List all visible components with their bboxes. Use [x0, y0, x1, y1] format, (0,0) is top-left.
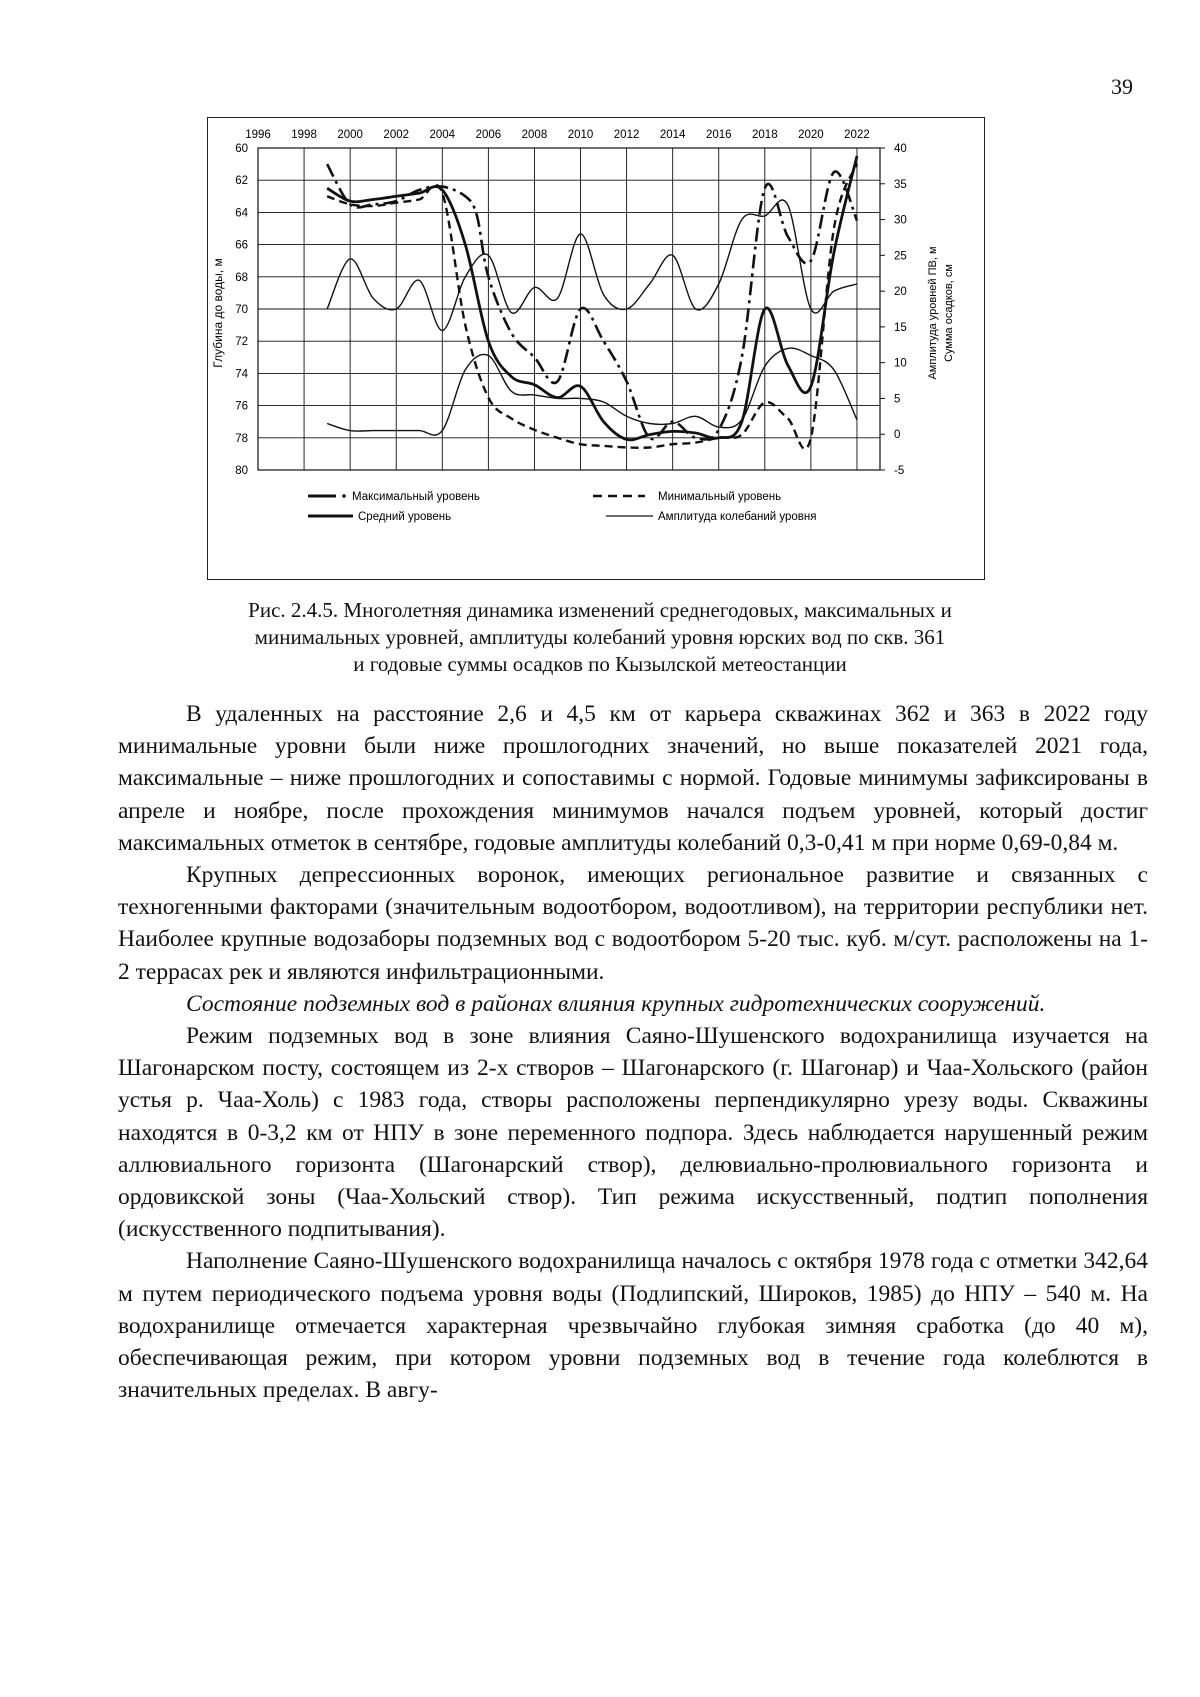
y-right-tick-label: 15 [894, 321, 907, 334]
series-mean-level [327, 156, 857, 440]
y-left-ticks [235, 143, 248, 477]
y-right-tick-label: 10 [894, 357, 907, 370]
x-tick-label: 1998 [291, 129, 317, 141]
y-right-tick-label: 25 [894, 250, 907, 263]
x-tick-label: 2022 [844, 129, 870, 141]
paragraph-wells: В удаленных на расстояние 2,6 и 4,5 км от карьера скважинах 362 и 363 в 2022 году минимальные уровни были ниже прошлогодних значений, но выше показателей 2021 года, максимальные – ниже прошлогодних и сопоставимы с нормой. Годовые минимумы зафиксированы в апреле и ноябре, после прохождения минимумов начался подъем уровней, который достиг максимальных отметок в сентябре, годовые амплитуды колебаний 0,3-0,41 м при норме 0,69-0,84 м. [118, 701, 1148, 856]
series-precipitation [327, 200, 857, 330]
series-amplitude [327, 348, 857, 435]
chart-legend [308, 491, 817, 523]
y-left-tick-label: 76 [235, 400, 248, 413]
y-left-tick-label: 68 [235, 271, 248, 284]
y-left-tick-label: 60 [235, 143, 248, 155]
y-left-axis-label: Глубина до воды, м [211, 258, 225, 368]
x-tick-label: 2018 [752, 129, 778, 141]
y-left-tick-label: 80 [235, 465, 248, 477]
legend-label-min: Минимальный уровень [658, 491, 782, 503]
x-tick-label: 2016 [705, 129, 732, 141]
caption-line-1: Рис. 2.4.5. Многолетняя динамика изменений среднегодовых, максимальных и [248, 598, 952, 622]
caption-line-3: и годовые суммы осадков по Кызылской метеостанции [353, 652, 847, 676]
y-right-tick-label: 40 [894, 143, 907, 155]
paragraph-depression: Крупных депрессионных воронок, имеющих региональное развитие и связанных с техногенными факторами (значительным водоотбором, водоотливом), на территории республики нет. Наиболее крупные водозаборы подземных вод с водоотбором 5-20 тыс. куб. м/сут. расположены на 1-2 террасах рек и являются инфильтрационными. [118, 862, 1148, 985]
y-left-tick-label: 74 [235, 368, 248, 381]
y-right-tick-label: 0 [894, 429, 901, 442]
x-tick-label: 2000 [337, 129, 363, 141]
y-right-axis-label-amplitude: Амплитуда уровней ПВ, м [927, 246, 939, 380]
y-left-tick-label: 64 [235, 207, 248, 220]
page-number: 39 [1111, 74, 1133, 99]
caption-line-2: минимальных уровней, амплитуды колебаний уровня юрских вод по скв. 361 [254, 625, 946, 649]
paragraph-regime: Режим подземных вод в зоне влияния Саяно-Шушенского водохранилища изучается на Шагонарском посту, состоящем из 2-х створов – Шагонарского (г. Шагонар) и Чаа-Хольского (район устья р. Чаа-Холь) с 1983 года, створы расположены перпендикулярно урезу воды. Скважины находятся в 0-3,2 км от НПУ в зоне переменного подпора. Здесь наблюдается нарушенный режим аллювиального горизонта (Шагонарский створ), делювиально-пролювиального горизонта и ордовикской зоны (Чаа-Хольский створ). Тип режима искусственный, подтип пополнения (искусственного подпитывания). [118, 1023, 1148, 1243]
x-tick-label: 2012 [613, 129, 640, 141]
y-right-tick-label: 20 [894, 286, 907, 299]
y-left-tick-label: 78 [235, 432, 248, 445]
legend-dot-max [342, 494, 346, 498]
x-tick-label: 2008 [521, 129, 548, 141]
y-right-tick-label: 30 [894, 214, 907, 227]
section-heading-italic: Состояние подземных вод в районах влияния крупных гидротехнических сооружений. [186, 990, 1046, 1017]
series-max-level [327, 164, 857, 439]
figure-chart [207, 117, 985, 580]
paragraph-reservoir: Наполнение Саяно-Шушенского водохранилища началось с октября 1978 года с отметки 342,64 м путем периодического подъема уровня воды (Подлипский, Широков, 1985) до НПУ – 540 м. На водохранилище отмечается характерная чрезвычайно глубокая зимняя сработка (до 40 м), обеспечивающая режим, при котором уровни подземных вод в течение года колеблются в значительных пределах. В авгу- [118, 1248, 1148, 1404]
y-left-tick-label: 70 [235, 304, 248, 316]
y-right-tick-label: 35 [894, 178, 907, 191]
body-text [118, 698, 1148, 1406]
x-tick-label: 2014 [659, 129, 686, 141]
y-right-axis-label-precipitation: Сумма осадков, см [943, 264, 955, 362]
legend-label-mean: Средний уровень [358, 511, 452, 523]
legend-label-max: Максимальный уровень [352, 491, 480, 503]
y-left-tick-label: 66 [235, 239, 248, 252]
x-tick-label: 2004 [429, 129, 456, 141]
y-right-tick-label: -5 [894, 465, 905, 477]
legend-label-amplitude: Амплитуда колебаний уровня [658, 511, 817, 523]
chart-svg [208, 118, 986, 581]
y-right-ticks [894, 143, 907, 477]
x-tick-label: 1996 [245, 129, 271, 141]
x-tick-label: 2002 [383, 129, 410, 141]
x-tick-label: 2010 [567, 129, 594, 141]
y-right-tick-label: 5 [894, 393, 901, 406]
x-tick-label: 2006 [475, 129, 502, 141]
chart-series [327, 156, 857, 449]
y-left-tick-label: 72 [235, 336, 248, 349]
figure-caption [190, 597, 1010, 678]
x-tick-label: 2020 [798, 129, 824, 141]
x-axis-ticks [245, 129, 870, 141]
y-left-tick-label: 62 [235, 175, 248, 188]
